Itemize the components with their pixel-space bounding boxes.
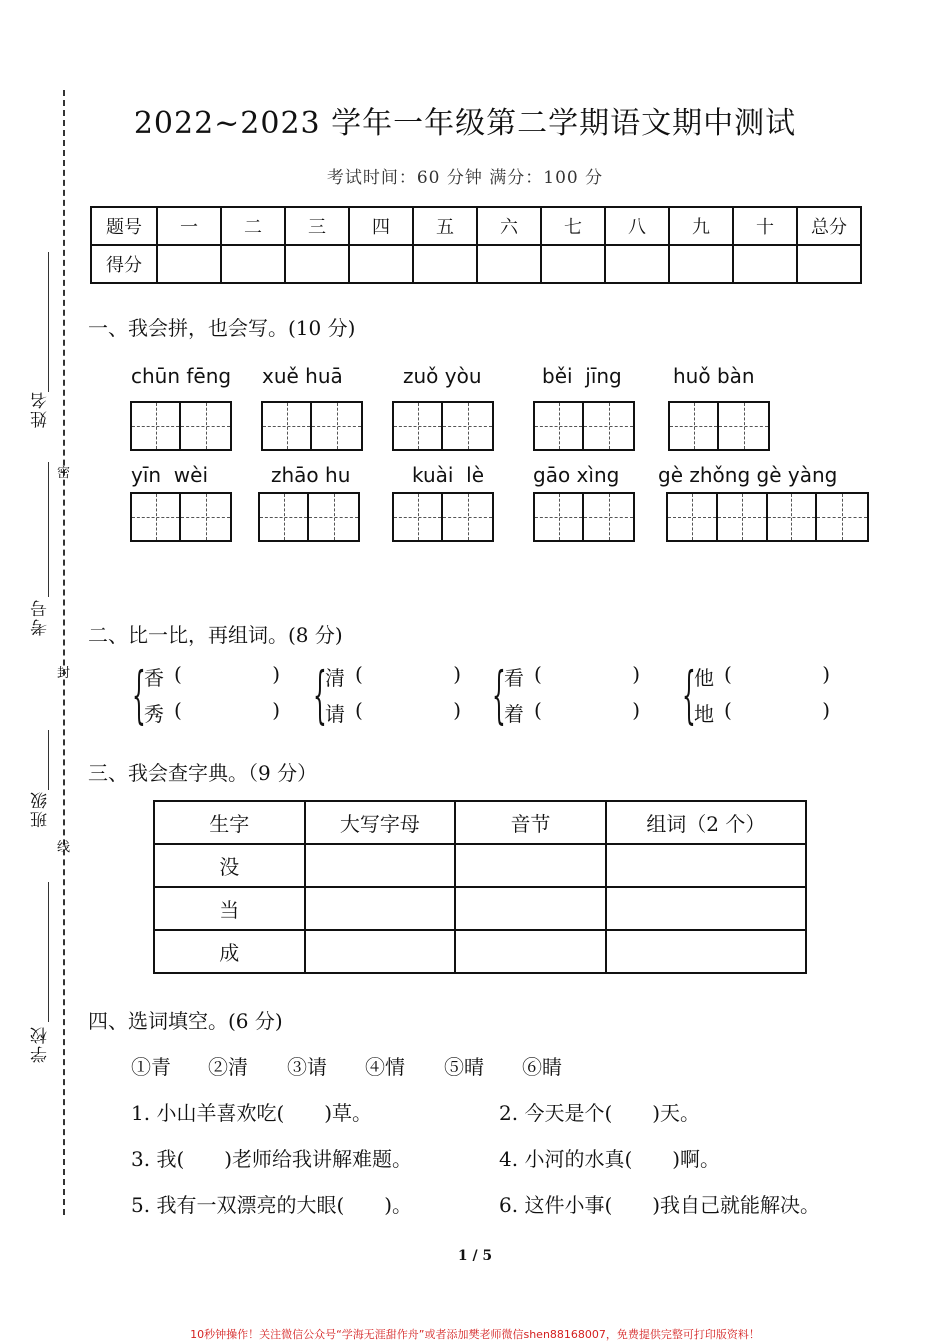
score-header-cell: 总分 xyxy=(797,207,861,245)
score-header-cell: 七 xyxy=(541,207,605,245)
answer-blank-open[interactable]: ( xyxy=(534,662,542,686)
fill-question: 4. 小河的水真( )啊。 xyxy=(499,1147,721,1171)
school-label: 学校 xyxy=(31,1025,51,1063)
exam-title: 2022~2023 学年一年级第二学期语文期中测试 xyxy=(133,106,797,141)
pinyin-label: xuě huā xyxy=(262,364,343,388)
seal-mark-mi: 密 xyxy=(57,466,71,481)
answer-blank-open[interactable]: ( xyxy=(174,698,182,722)
exam-number-blank-line xyxy=(48,462,49,597)
brace-icon: { xyxy=(313,658,327,731)
answer-blank-close: ) xyxy=(272,662,280,686)
brace-icon: { xyxy=(492,658,506,731)
answer-blank-close: ) xyxy=(272,698,280,722)
answer-blank-close: ) xyxy=(453,698,461,722)
score-header-cell: 九 xyxy=(669,207,733,245)
answer-cell[interactable] xyxy=(455,887,606,930)
pinyin-label: kuài lè xyxy=(412,463,485,487)
section2-heading: 二、比一比，再组词。(8 分) xyxy=(88,623,343,647)
answer-blank-open[interactable]: ( xyxy=(534,698,542,722)
seal-mark-feng: 封 xyxy=(57,666,71,681)
dictionary-char: 没 xyxy=(154,844,305,887)
score-cell xyxy=(285,245,349,283)
brace-icon: { xyxy=(132,658,146,731)
answer-cell[interactable] xyxy=(606,930,806,973)
word-option: ③请 xyxy=(287,1055,327,1079)
pinyin-label: huǒ bàn xyxy=(673,364,755,388)
answer-blank-close: ) xyxy=(822,698,830,722)
answer-blank-close: ) xyxy=(632,698,640,722)
word-option: ②清 xyxy=(208,1055,248,1079)
score-cell xyxy=(157,245,221,283)
tianzige-box[interactable] xyxy=(261,401,363,451)
tianzige-box[interactable] xyxy=(130,492,232,542)
exam-number-label: 考号 xyxy=(31,598,51,636)
score-header-cell: 三 xyxy=(285,207,349,245)
pinyin-label: gāo xìng xyxy=(533,463,620,487)
pinyin-label: zuǒ yòu xyxy=(403,364,482,388)
name-label: 姓名 xyxy=(31,390,51,428)
page-number: 1 / 5 xyxy=(457,1248,493,1264)
answer-cell[interactable] xyxy=(305,844,456,887)
dictionary-header-cell: 生字 xyxy=(154,801,305,844)
pair-char: 秀 xyxy=(144,702,164,726)
score-cell xyxy=(413,245,477,283)
answer-blank-open[interactable]: ( xyxy=(174,662,182,686)
char-pair xyxy=(682,660,852,732)
fill-question: 1. 小山羊喜欢吃( )草。 xyxy=(131,1101,373,1125)
school-blank-line xyxy=(48,882,49,1022)
score-row-label: 得分 xyxy=(91,245,157,283)
answer-blank-open[interactable]: ( xyxy=(355,662,363,686)
score-cell xyxy=(669,245,733,283)
section4-heading: 四、选词填空。(6 分) xyxy=(88,1009,283,1033)
word-option: ⑥睛 xyxy=(522,1055,562,1079)
dictionary-header-cell: 音节 xyxy=(455,801,606,844)
score-cell xyxy=(733,245,797,283)
class-blank-line xyxy=(48,730,49,790)
word-option: ⑤晴 xyxy=(444,1055,484,1079)
score-cell xyxy=(541,245,605,283)
answer-cell[interactable] xyxy=(455,844,606,887)
dictionary-row xyxy=(154,844,806,887)
score-header-cell: 一 xyxy=(157,207,221,245)
score-header-cell: 十 xyxy=(733,207,797,245)
dictionary-header-row xyxy=(154,801,806,844)
fill-question: 2. 今天是个( )天。 xyxy=(499,1101,701,1125)
word-option: ④情 xyxy=(365,1055,405,1079)
binding-dashed-line xyxy=(63,90,65,1215)
section3-heading: 三、我会查字典。（9 分） xyxy=(88,761,318,785)
answer-blank-open[interactable]: ( xyxy=(724,662,732,686)
answer-cell[interactable] xyxy=(305,930,456,973)
score-cell xyxy=(221,245,285,283)
answer-blank-close: ) xyxy=(453,662,461,686)
score-cell xyxy=(797,245,861,283)
brace-icon: { xyxy=(682,658,696,731)
answer-blank-close: ) xyxy=(632,662,640,686)
pair-char: 他 xyxy=(694,666,714,690)
pair-char: 看 xyxy=(504,666,524,690)
score-header-cell: 六 xyxy=(477,207,541,245)
dictionary-table xyxy=(153,800,807,974)
fill-question: 5. 我有一双漂亮的大眼( )。 xyxy=(131,1193,413,1217)
score-header-cell: 八 xyxy=(605,207,669,245)
pinyin-label: yīn wèi xyxy=(131,463,209,487)
tianzige-box[interactable] xyxy=(258,492,360,542)
tianzige-box[interactable] xyxy=(533,401,635,451)
score-cell xyxy=(349,245,413,283)
dictionary-row xyxy=(154,930,806,973)
section1-heading: 一、我会拼，也会写。(10 分) xyxy=(88,316,356,340)
score-table-score-row xyxy=(91,245,861,283)
score-header-cell: 题号 xyxy=(91,207,157,245)
answer-cell[interactable] xyxy=(606,844,806,887)
answer-cell[interactable] xyxy=(606,887,806,930)
answer-cell[interactable] xyxy=(455,930,606,973)
pair-char: 地 xyxy=(694,702,714,726)
tianzige-box[interactable] xyxy=(533,492,635,542)
promo-footer: 10秒钟操作！关注微信公众号“学海无涯甜作舟”或者添加樊老师微信shen88168007，免费提供完整可打印版资料！ xyxy=(190,1328,760,1341)
answer-cell[interactable] xyxy=(305,887,456,930)
dictionary-char: 成 xyxy=(154,930,305,973)
dictionary-header-cell: 组词（2 个） xyxy=(606,801,806,844)
score-header-cell: 五 xyxy=(413,207,477,245)
fill-question: 6. 这件小事( )我自己就能解决。 xyxy=(499,1193,821,1217)
fill-question: 3. 我( )老师给我讲解难题。 xyxy=(131,1147,413,1171)
class-label: 班级 xyxy=(31,790,51,828)
score-table xyxy=(90,206,862,284)
tianzige-box[interactable] xyxy=(666,492,869,542)
char-pair xyxy=(313,660,483,732)
dictionary-char: 当 xyxy=(154,887,305,930)
char-pair xyxy=(492,660,662,732)
pair-char: 清 xyxy=(325,666,345,690)
tianzige-box[interactable] xyxy=(130,401,232,451)
dictionary-header-cell: 大写字母 xyxy=(305,801,456,844)
pinyin-label: běi jīng xyxy=(542,364,622,388)
score-table-header-row xyxy=(91,207,861,245)
pair-char: 香 xyxy=(144,666,164,690)
tianzige-box[interactable] xyxy=(392,401,494,451)
seal-mark-xian: 线 xyxy=(57,840,71,855)
name-blank-line xyxy=(48,252,49,392)
pinyin-label: chūn fēng xyxy=(131,364,232,388)
char-pair xyxy=(132,660,302,732)
tianzige-box[interactable] xyxy=(668,401,770,451)
word-option: ①青 xyxy=(131,1055,171,1079)
answer-blank-close: ) xyxy=(822,662,830,686)
pinyin-label: zhāo hu xyxy=(271,463,351,487)
answer-blank-open[interactable]: ( xyxy=(355,698,363,722)
score-cell xyxy=(477,245,541,283)
pair-char: 着 xyxy=(504,702,524,726)
score-cell xyxy=(605,245,669,283)
pinyin-label: gè zhǒng gè yàng xyxy=(658,463,838,487)
score-header-cell: 四 xyxy=(349,207,413,245)
tianzige-box[interactable] xyxy=(392,492,494,542)
answer-blank-open[interactable]: ( xyxy=(724,698,732,722)
exam-subtitle: 考试时间：60 分钟 满分：100 分 xyxy=(326,168,604,188)
dictionary-row xyxy=(154,887,806,930)
pair-char: 请 xyxy=(325,702,345,726)
score-header-cell: 二 xyxy=(221,207,285,245)
